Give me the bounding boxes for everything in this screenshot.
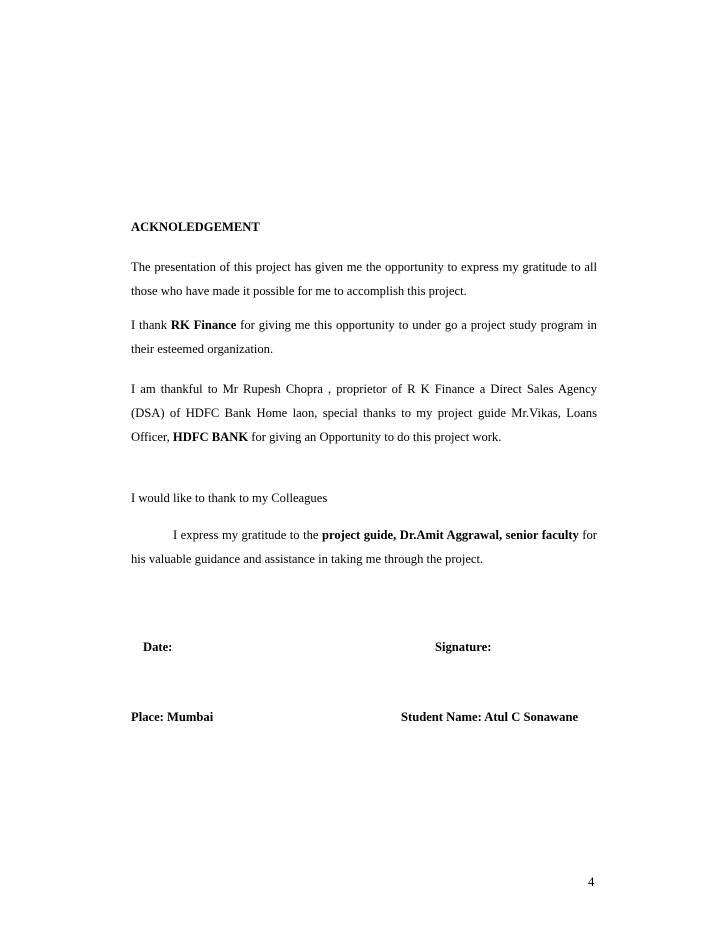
paragraph-guide bbox=[131, 523, 597, 571]
place-label: Place: Mumbai bbox=[131, 710, 214, 724]
paragraph-text: for giving an Opportunity to do this project work. bbox=[248, 430, 502, 444]
student-name-label: Student Name: Atul C Sonawane bbox=[401, 710, 579, 724]
paragraph-intro: The presentation of this project has given me the opportunity to express my gratitude to all those who have made it possible for me to accomplish this project. bbox=[131, 260, 597, 298]
page-number: 4 bbox=[588, 875, 595, 889]
paragraph-thanks bbox=[131, 377, 597, 449]
signature-label: Signature: bbox=[435, 640, 492, 654]
paragraph-text: for his valuable guidance and assistance in taking me through the project. bbox=[131, 528, 597, 566]
page-title: ACKNOLEDGEMENT bbox=[131, 220, 260, 234]
paragraph-text: for giving me this opportunity to under go a project study program in their esteemed organization. bbox=[131, 318, 597, 356]
paragraph-text: I am thankful to Mr Rupesh Chopra , proprietor of R K Finance a Direct Sales Agency (DSA) of HDFC Bank Home laon, special thanks to my project guide Mr.Vikas, Loans Officer, bbox=[131, 382, 597, 444]
bold-text: HDFC BANK bbox=[172, 430, 249, 444]
paragraph-rk-finance bbox=[131, 313, 597, 361]
paragraph-colleagues: I would like to thank to my Colleagues bbox=[131, 491, 328, 505]
bold-text: RK Finance bbox=[170, 318, 237, 332]
paragraph-text: I express my gratitude to the bbox=[173, 528, 322, 542]
date-label: Date: bbox=[143, 640, 173, 654]
bold-text: project guide, Dr.Amit Aggrawal, senior faculty bbox=[321, 528, 579, 542]
paragraph-text: I thank bbox=[131, 318, 171, 332]
